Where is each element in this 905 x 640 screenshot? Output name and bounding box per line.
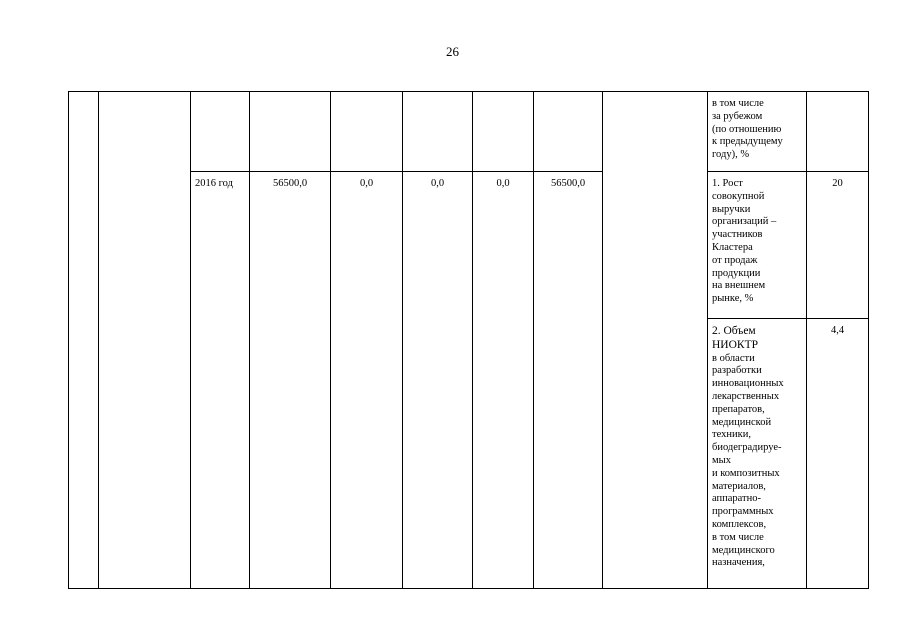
indicator-value-cell: 4,4 [807,319,869,589]
page-number: 26 [446,44,459,59]
year-cell-empty [191,92,250,172]
source-2-cell-empty [403,92,473,172]
indicator-heading: 2. Объем НИОКТР [712,325,759,351]
source-4-cell-empty [534,92,603,172]
indicator-text: в области разработки инновационных лекарственных препаратов, медицинской техники, биодеградируе- мых и композитных материалов, аппаратно- программных комплексов, в том числе медицинского назначения, [712,352,784,569]
source-3-cell-empty [473,92,534,172]
source-2-cell: 0,0 [403,172,473,589]
col-name-cell [99,92,191,589]
executor-cell [603,92,708,589]
source-4-cell: 56500,0 [534,172,603,589]
total-cell-empty [250,92,331,172]
program-table [68,91,869,589]
indicator-value-cell [807,92,869,172]
year-cell: 2016 год [191,172,250,589]
source-1-cell-empty [331,92,403,172]
col-number-cell [69,92,99,589]
indicator-cell: в том числе за рубежом (по отношению к предыдущему году), % [708,92,807,172]
total-cell: 56500,0 [250,172,331,589]
indicator-cell: 1. Рост совокупной выручки организаций – участников Кластера от продаж продукции на внешнем рынке, % [708,172,807,319]
source-3-cell: 0,0 [473,172,534,589]
source-1-cell: 0,0 [331,172,403,589]
indicator-value-cell: 20 [807,172,869,319]
indicator-cell [708,319,807,589]
table-row [69,92,869,172]
